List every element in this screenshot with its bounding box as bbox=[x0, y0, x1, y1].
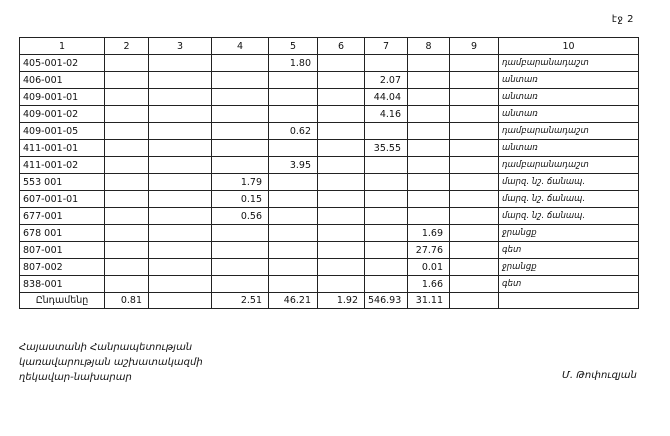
land-type-cell: դամբարանադաշտ bbox=[499, 157, 639, 174]
area-value-cell bbox=[149, 174, 212, 191]
area-value-cell bbox=[408, 55, 450, 72]
area-value-cell bbox=[269, 106, 318, 123]
area-value-cell: 2.07 bbox=[365, 72, 408, 89]
column-header: 6 bbox=[318, 38, 365, 55]
area-value-cell: 0.01 bbox=[408, 259, 450, 276]
area-value-cell: 1.66 bbox=[408, 276, 450, 293]
area-value-cell bbox=[105, 174, 149, 191]
area-value-cell bbox=[318, 157, 365, 174]
area-value-cell bbox=[149, 106, 212, 123]
area-value-cell: 35.55 bbox=[365, 140, 408, 157]
table-row bbox=[20, 55, 639, 72]
total-cell bbox=[450, 293, 499, 309]
table-row bbox=[20, 106, 639, 123]
area-value-cell: 4.16 bbox=[365, 106, 408, 123]
area-value-cell bbox=[105, 225, 149, 242]
area-value-cell bbox=[105, 140, 149, 157]
area-value-cell bbox=[450, 276, 499, 293]
area-value-cell bbox=[408, 72, 450, 89]
land-type-cell: անտառ bbox=[499, 89, 639, 106]
area-value-cell bbox=[149, 242, 212, 259]
area-value-cell bbox=[105, 89, 149, 106]
table-row bbox=[20, 157, 639, 174]
land-type-cell: մարզ. նշ. ճանապ. bbox=[499, 174, 639, 191]
table-row bbox=[20, 191, 639, 208]
area-value-cell bbox=[212, 89, 269, 106]
parcel-code-cell: 607-001-01 bbox=[20, 191, 105, 208]
area-value-cell bbox=[149, 208, 212, 225]
total-cell: 0.81 bbox=[105, 293, 149, 309]
area-value-cell bbox=[212, 106, 269, 123]
area-value-cell bbox=[212, 55, 269, 72]
area-value-cell bbox=[365, 191, 408, 208]
signatory-title-line: Հայաստանի Հանրապետության bbox=[19, 342, 193, 353]
signatory-title bbox=[19, 340, 203, 385]
area-value-cell bbox=[269, 276, 318, 293]
area-value-cell bbox=[212, 276, 269, 293]
area-value-cell bbox=[149, 225, 212, 242]
area-value-cell bbox=[450, 259, 499, 276]
total-row bbox=[20, 293, 639, 309]
area-value-cell bbox=[450, 72, 499, 89]
area-value-cell bbox=[105, 259, 149, 276]
land-type-cell: գետ bbox=[499, 276, 639, 293]
area-value-cell bbox=[365, 174, 408, 191]
column-header: 1 bbox=[20, 38, 105, 55]
land-type-cell: դամբարանադաշտ bbox=[499, 55, 639, 72]
land-type-cell: գետ bbox=[499, 242, 639, 259]
area-value-cell: 0.56 bbox=[212, 208, 269, 225]
area-value-cell bbox=[149, 276, 212, 293]
area-value-cell bbox=[149, 157, 212, 174]
area-value-cell bbox=[365, 55, 408, 72]
area-value-cell bbox=[450, 225, 499, 242]
area-value-cell bbox=[318, 242, 365, 259]
area-value-cell: 1.69 bbox=[408, 225, 450, 242]
area-value-cell bbox=[318, 174, 365, 191]
area-value-cell bbox=[450, 123, 499, 140]
area-value-cell bbox=[212, 123, 269, 140]
area-value-cell bbox=[318, 208, 365, 225]
area-value-cell bbox=[318, 140, 365, 157]
area-value-cell bbox=[450, 191, 499, 208]
parcel-code-cell: 411-001-01 bbox=[20, 140, 105, 157]
area-value-cell: 3.95 bbox=[269, 157, 318, 174]
area-value-cell bbox=[105, 191, 149, 208]
area-value-cell bbox=[105, 157, 149, 174]
signatory-title-line: կառավարության աշխատակազմի bbox=[19, 357, 203, 368]
area-value-cell bbox=[318, 72, 365, 89]
area-value-cell bbox=[269, 191, 318, 208]
area-value-cell bbox=[105, 72, 149, 89]
area-value-cell bbox=[408, 106, 450, 123]
area-value-cell: 0.62 bbox=[269, 123, 318, 140]
total-cell: 31.11 bbox=[408, 293, 450, 309]
area-value-cell bbox=[450, 106, 499, 123]
area-value-cell bbox=[269, 174, 318, 191]
table-row bbox=[20, 242, 639, 259]
area-value-cell bbox=[105, 55, 149, 72]
area-value-cell bbox=[149, 140, 212, 157]
total-cell: 2.51 bbox=[212, 293, 269, 309]
area-value-cell bbox=[149, 72, 212, 89]
area-value-cell bbox=[149, 55, 212, 72]
area-value-cell bbox=[365, 242, 408, 259]
area-value-cell bbox=[212, 242, 269, 259]
area-value-cell bbox=[269, 140, 318, 157]
area-value-cell bbox=[149, 89, 212, 106]
table-row bbox=[20, 259, 639, 276]
area-value-cell bbox=[408, 208, 450, 225]
land-type-cell: ջրանցք bbox=[499, 225, 639, 242]
area-value-cell bbox=[408, 157, 450, 174]
land-type-cell: մարզ. նշ. ճանապ. bbox=[499, 191, 639, 208]
land-type-cell: անտառ bbox=[499, 106, 639, 123]
area-value-cell bbox=[365, 123, 408, 140]
total-cell: 46.21 bbox=[269, 293, 318, 309]
column-header: 9 bbox=[450, 38, 499, 55]
area-value-cell: 1.80 bbox=[269, 55, 318, 72]
table-row bbox=[20, 225, 639, 242]
area-value-cell bbox=[269, 242, 318, 259]
total-cell: 1.92 bbox=[318, 293, 365, 309]
area-value-cell bbox=[450, 242, 499, 259]
parcel-code-cell: 553 001 bbox=[20, 174, 105, 191]
area-value-cell: 0.15 bbox=[212, 191, 269, 208]
area-value-cell bbox=[105, 208, 149, 225]
area-value-cell bbox=[212, 157, 269, 174]
total-cell bbox=[149, 293, 212, 309]
area-value-cell bbox=[365, 225, 408, 242]
area-value-cell bbox=[318, 191, 365, 208]
area-value-cell bbox=[212, 259, 269, 276]
area-value-cell: 27.76 bbox=[408, 242, 450, 259]
area-value-cell bbox=[408, 174, 450, 191]
column-header: 8 bbox=[408, 38, 450, 55]
area-value-cell bbox=[318, 106, 365, 123]
area-value-cell bbox=[450, 55, 499, 72]
parcel-code-cell: 409-001-05 bbox=[20, 123, 105, 140]
table-row bbox=[20, 174, 639, 191]
table-header-row bbox=[20, 38, 639, 55]
area-value-cell bbox=[318, 259, 365, 276]
column-header: 5 bbox=[269, 38, 318, 55]
total-cell: 546.93 bbox=[365, 293, 408, 309]
area-value-cell bbox=[318, 89, 365, 106]
area-value-cell bbox=[105, 123, 149, 140]
area-value-cell bbox=[365, 276, 408, 293]
area-value-cell bbox=[408, 140, 450, 157]
parcel-code-cell: 807-002 bbox=[20, 259, 105, 276]
land-type-cell: անտառ bbox=[499, 72, 639, 89]
area-value-cell bbox=[269, 89, 318, 106]
land-type-cell: անտառ bbox=[499, 140, 639, 157]
table-row bbox=[20, 89, 639, 106]
area-value-cell bbox=[269, 208, 318, 225]
signatory-name: Մ. Թոփուզյան bbox=[562, 370, 637, 381]
area-value-cell bbox=[149, 191, 212, 208]
area-value-cell bbox=[450, 140, 499, 157]
parcel-code-cell: 678 001 bbox=[20, 225, 105, 242]
area-value-cell bbox=[450, 208, 499, 225]
area-value-cell bbox=[318, 55, 365, 72]
total-cell: Ընդամենը bbox=[20, 293, 105, 309]
total-cell bbox=[499, 293, 639, 309]
table-row bbox=[20, 72, 639, 89]
area-value-cell bbox=[365, 157, 408, 174]
area-value-cell bbox=[318, 225, 365, 242]
table-row bbox=[20, 123, 639, 140]
area-value-cell bbox=[365, 259, 408, 276]
land-type-cell: դամբարանադաշտ bbox=[499, 123, 639, 140]
area-value-cell bbox=[212, 140, 269, 157]
land-data-table bbox=[19, 37, 639, 309]
area-value-cell bbox=[105, 276, 149, 293]
area-value-cell bbox=[450, 157, 499, 174]
column-header: 4 bbox=[212, 38, 269, 55]
parcel-code-cell: 677-001 bbox=[20, 208, 105, 225]
area-value-cell bbox=[408, 89, 450, 106]
area-value-cell bbox=[450, 89, 499, 106]
area-value-cell bbox=[450, 174, 499, 191]
parcel-code-cell: 411-001-02 bbox=[20, 157, 105, 174]
area-value-cell bbox=[365, 208, 408, 225]
column-header: 2 bbox=[105, 38, 149, 55]
area-value-cell bbox=[105, 106, 149, 123]
area-value-cell bbox=[212, 72, 269, 89]
area-value-cell bbox=[408, 191, 450, 208]
area-value-cell bbox=[149, 123, 212, 140]
column-header: 10 bbox=[499, 38, 639, 55]
area-value-cell bbox=[269, 259, 318, 276]
signatory-title-line: ղեկավար-նախարար bbox=[19, 372, 132, 383]
parcel-code-cell: 409-001-01 bbox=[20, 89, 105, 106]
column-header: 3 bbox=[149, 38, 212, 55]
parcel-code-cell: 409-001-02 bbox=[20, 106, 105, 123]
area-value-cell bbox=[318, 123, 365, 140]
area-value-cell: 1.79 bbox=[212, 174, 269, 191]
table-row bbox=[20, 208, 639, 225]
parcel-code-cell: 807-001 bbox=[20, 242, 105, 259]
area-value-cell bbox=[408, 123, 450, 140]
area-value-cell bbox=[318, 276, 365, 293]
parcel-code-cell: 838-001 bbox=[20, 276, 105, 293]
page-number: էջ 2 bbox=[611, 14, 634, 25]
area-value-cell: 44.04 bbox=[365, 89, 408, 106]
table-row bbox=[20, 140, 639, 157]
area-value-cell bbox=[212, 225, 269, 242]
parcel-code-cell: 406-001 bbox=[20, 72, 105, 89]
parcel-code-cell: 405-001-02 bbox=[20, 55, 105, 72]
land-type-cell: ջրանցք bbox=[499, 259, 639, 276]
land-type-cell: մարզ. նշ. ճանապ. bbox=[499, 208, 639, 225]
area-value-cell bbox=[269, 225, 318, 242]
area-value-cell bbox=[105, 242, 149, 259]
area-value-cell bbox=[149, 259, 212, 276]
column-header: 7 bbox=[365, 38, 408, 55]
area-value-cell bbox=[269, 72, 318, 89]
table-row bbox=[20, 276, 639, 293]
